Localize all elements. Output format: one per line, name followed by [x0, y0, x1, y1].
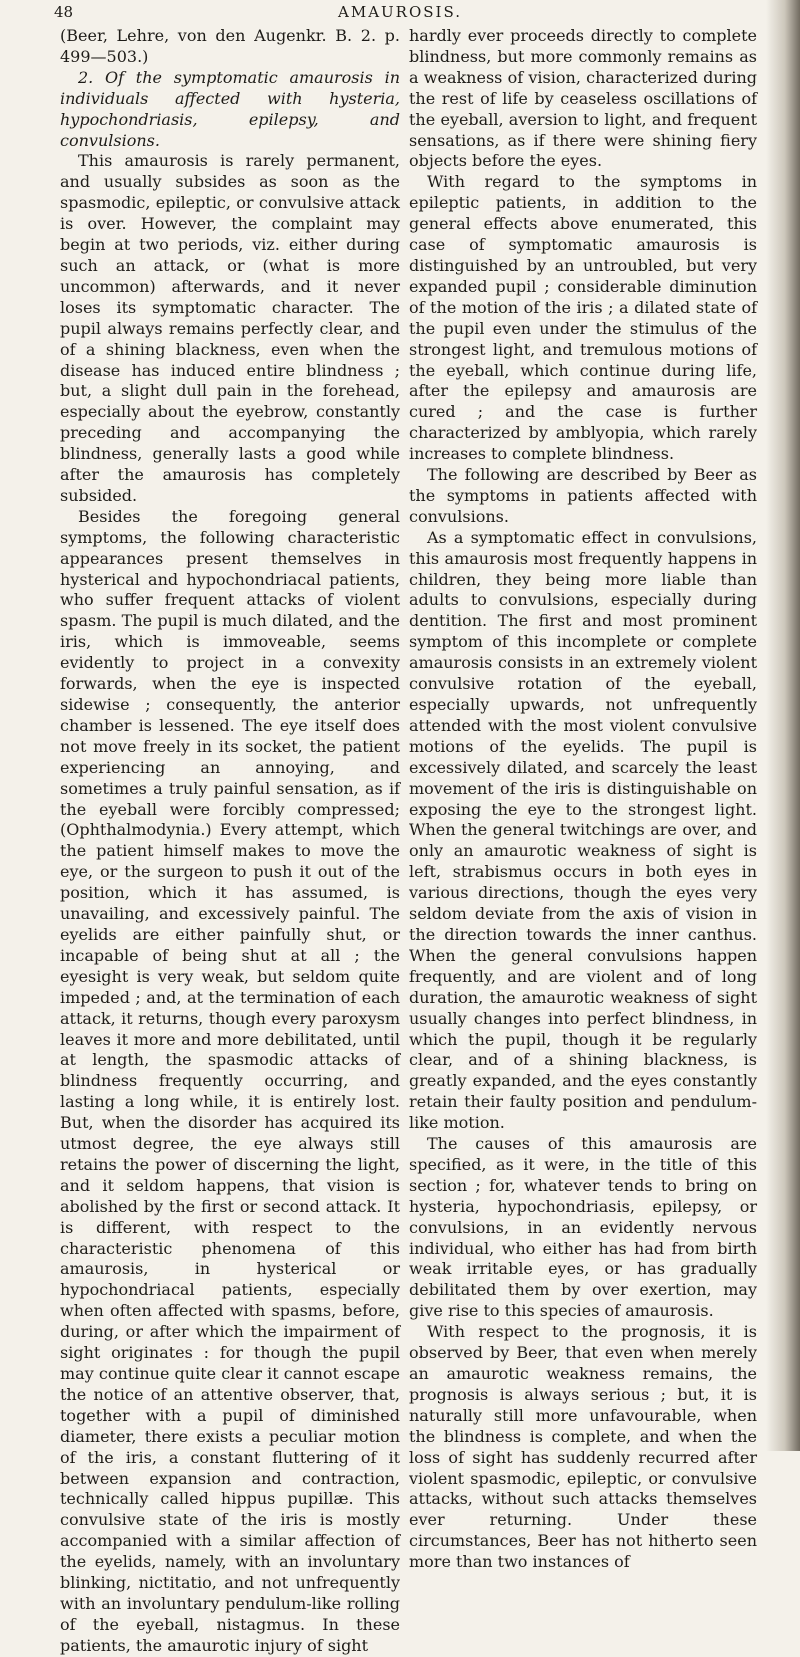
left-column [60, 26, 400, 1655]
paragraph: With respect to the prognosis, it is observed by Beer, that even when merely an amaurotic weakness remains, the prognosis is always serious ; but, it is naturally still more unfavourable, when the blindness is complete, and when the loss of sight has suddenly recurred after violent spasmodic, epileptic, or convulsive attacks, without such attacks themselves ever returning. Under these circumstances, Beer has not hitherto seen more than two instances of [409, 1322, 757, 1572]
paragraph: As a symptomatic effect in convulsions, this amaurosis most frequently happens in children, they being more liable than adults to convulsions, especially during dentition. The first and most prominent symptom of this incomplete or complete amaurosis consists in an extremely violent convulsive rotation of the eyeball, especially upwards, not unfrequently attended with the most violent convulsive motions of the eyelids. The pupil is excessively dilated, and scarcely the least movement of the iris is distinguishable on exposing the eye to the strongest light. When the general twitchings are over, and only an amaurotic weakness of sight is left, strabismus occurs in both eyes in various directions, though the eyes very seldom deviate from the axis of vision in the direction towards the inner canthus. When the general convulsions happen frequently, and are violent and of long duration, the amaurotic weakness of sight usually changes into perfect blindness, in which the pupil, though it be regularly clear, and of a shining blackness, is greatly expanded, and the eyes constantly retain their faulty position and pendulum-like motion. [409, 527, 757, 1133]
paragraph-continued: hardly ever proceeds directly to complete blindness, but more commonly remains as a weakness of vision, characterized during the rest of life by ceaseless oscillations of the eyeball, aversion to light, and frequent sensations, as if there were shining fiery objects before the eyes. [409, 26, 757, 171]
page-spine-shadow [766, 0, 800, 1451]
paragraph: With regard to the symptoms in epileptic patients, in addition to the general effects above enumerated, this case of symptomatic amaurosis is distinguished by an untroubled, but very expanded pupil ; considerable diminution of the motion of the iris ; a dilated state of the pupil even under the stimulus of the strongest light, and tremulous motions of the eyeball, which continue during life, after the epilepsy and amaurosis are cured ; and the case is further characterized by amblyopia, which rarely increases to complete blindness. [409, 172, 757, 464]
paragraph: Besides the foregoing general symptoms, the following characteristic appearances present themselves in hysterical and hypochondriacal patients, who suffer frequent attacks of violent spasm. The pupil is much dilated, and the iris, which is immoveable, seems evidently to project in a convexity forwards, when the eye is inspected sidewise ; consequently, the anterior chamber is lessened. The eye itself does not move freely in its socket, the patient experiencing an annoying, and sometimes a truly painful sensation, as if the eyeball were forcibly compressed; (Ophthalmodynia.) Every attempt, which the patient himself makes to move the eye, or the surgeon to push it out of the position, which it has assumed, is unavailing, and excessively painful. The eyelids are either painfully shut, or incapable of being shut at all ; the eyesight is very weak, but seldom quite impeded ; and, at the termination of each attack, it returns, though every paroxysm leaves it more and more debilitated, until at length, the spasmodic attacks of blindness frequently occurring, and lasting a long while, it is entirely lost. But, when the disorder has acquired its utmost degree, the eye always still retains the power of discerning the light, and it seldom happens, that vision is abolished by the first or second attack. It is different, with respect to the characteristic phenomena of this amaurosis, in hysterical or hypochondriacal patients, especially when often affected with spasms, before, during, or after which the impairment of sight originates : for though the pupil may continue quite clear it cannot escape the notice of an attentive observer, that, together with a pupil of diminished diameter, there exists a peculiar motion of the iris, a constant fluttering of it between expansion and contraction, technically called hippus pupillæ. This convulsive state of the iris is mostly accompanied with a similar affection of the eyelids, namely, with an involuntary blinking, nictitatio, and not unfrequently with an involuntary pendulum-like rolling of the eyeball, nistagmus. In these patients, the amaurotic injury of sight [60, 506, 400, 1655]
page-header [0, 0, 800, 26]
paragraph: This amaurosis is rarely permanent, and usually subsides as soon as the spasmodic, epileptic, or convulsive attack is over. However, the complaint may begin at two periods, viz. either during such an attack, or (what is more uncommon) afterwards, and it never loses its symptomatic character. The pupil always remains perfectly clear, and of a shining blackness, even when the disease has induced entire blindness ; but, a slight dull pain in the forehead, especially about the eyebrow, constantly preceding and accompanying the blindness, generally lasts a good while after the amaurosis has completely subsided. [60, 151, 400, 505]
page-number: 48 [54, 3, 74, 21]
right-column [409, 26, 757, 1572]
section-heading: 2. Of the symptomatic amaurosis in individuals affected with hysteria, hypochondriasis, epilepsy, and convulsions. [60, 67, 400, 150]
paragraph: The following are described by Beer as the symptoms in patients affected with convulsions. [409, 465, 757, 526]
running-head: AMAUROSIS. [338, 3, 462, 21]
citation-reference: (Beer, Lehre, von den Augenkr. B. 2. p. 499—503.) [60, 26, 400, 66]
paragraph: The causes of this amaurosis are specified, as it were, in the title of this section ; for, whatever tends to bring on hysteria, hypochondriasis, epilepsy, or convulsions, in an evidently nervous individual, who either has had from birth weak irritable eyes, or has gradually debilitated them by over exertion, may give rise to this species of amaurosis. [409, 1134, 757, 1321]
